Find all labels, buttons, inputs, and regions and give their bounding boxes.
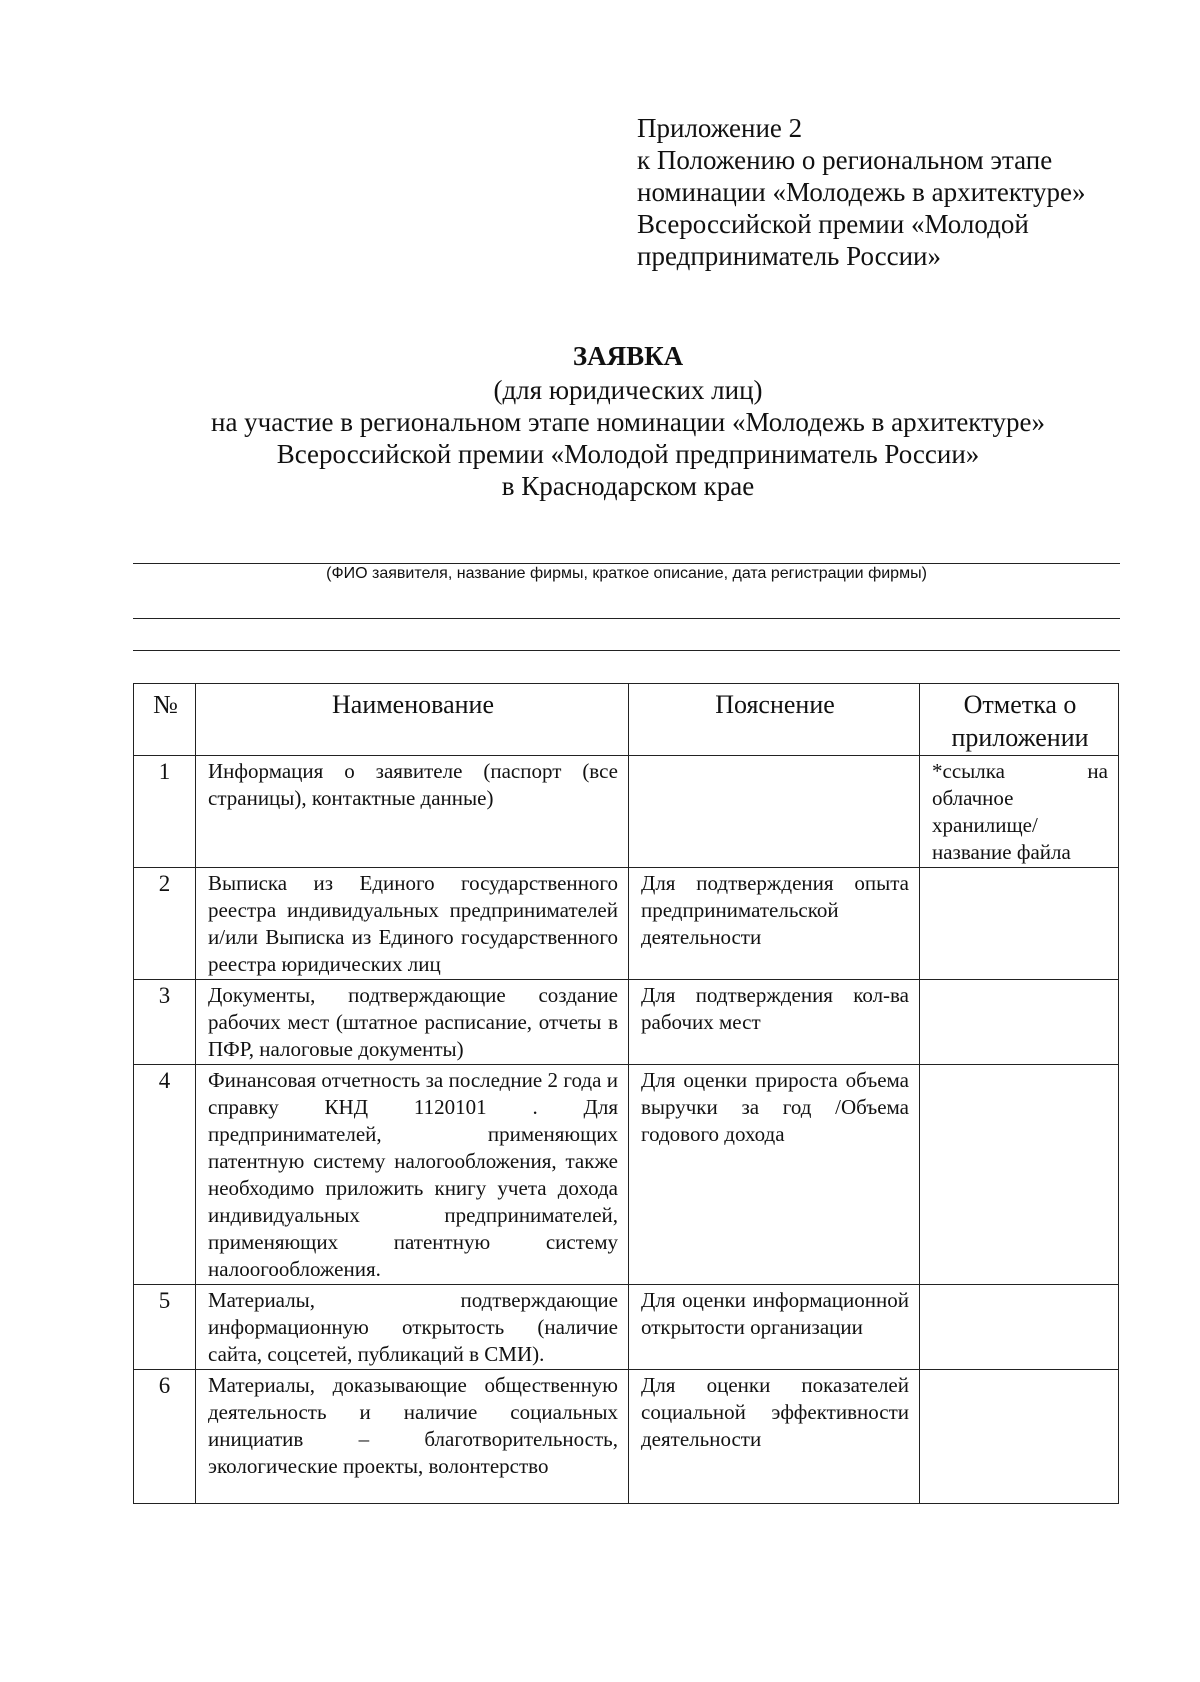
table-row [134,1370,1119,1504]
appendix-header [637,112,1157,272]
row-name: Выписка из Единого государственного реестра индивидуальных предпринимателей и/или Выписка из Единого государственного реестра юридических лиц [196,868,629,980]
row-note [629,756,920,868]
title-subline: в Краснодарском крае [501,471,755,501]
table-row [134,1285,1119,1370]
row-name: Финансовая отчетность за последние 2 года и справку КНД 1120101 . Для предпринимателей, применяющих патентную систему налогообложения, также необходимо приложить книгу учета дохода индивидуальных предпринимателей, применяющих патентную систему налоогообложения. [196,1065,629,1285]
row-note: Для оценки информационной открытости организации [629,1285,920,1370]
table-row [134,1065,1119,1285]
applicant-hint: (ФИО заявителя, название фирмы, краткое описание, дата регистрации фирмы) [326,565,927,582]
appendix-line: предприниматель России» [637,241,942,271]
header-number: № [134,684,196,756]
header-mark: Отметка о приложении [920,684,1119,756]
row-mark [920,1370,1119,1504]
row-number: 4 [134,1065,196,1285]
row-note: Для подтверждения опыта предпринимательской деятельности [629,868,920,980]
row-number: 3 [134,980,196,1065]
row-number: 6 [134,1370,196,1504]
title-block [0,340,1200,502]
requirements-table [133,683,1119,1504]
title-subline: на участие в региональном этапе номинации «Молодежь в архитектуре» [211,407,1045,437]
row-number: 1 [134,756,196,868]
appendix-line: Приложение 2 [637,113,803,143]
row-name: Материалы, подтверждающие информационную открытость (наличие сайта, соцсетей, публикаций в СМИ). [196,1285,629,1370]
row-number: 2 [134,868,196,980]
row-mark [920,868,1119,980]
header-note: Пояснение [629,684,920,756]
row-mark [920,1285,1119,1370]
applicant-line [133,650,1120,651]
table-row [134,756,1119,868]
row-note: Для подтверждения кол-ва рабочих мест [629,980,920,1065]
table-row [134,868,1119,980]
table-header-row [134,684,1119,756]
table-row [134,980,1119,1065]
row-name: Материалы, доказывающие общественную деятельность и наличие социальных инициатив – благотворительность, экологические проекты, волонтерство [196,1370,629,1504]
appendix-line: номинации «Молодежь в архитектуре» [637,177,1086,207]
appendix-line: Всероссийской премии «Молодой [637,209,1029,239]
row-number: 5 [134,1285,196,1370]
row-mark [920,980,1119,1065]
row-name: Документы, подтверждающие создание рабочих мест (штатное расписание, отчеты в ПФР, налоговые документы) [196,980,629,1065]
title-subline: Всероссийской премии «Молодой предприниматель России» [276,439,980,469]
title-subline: (для юридических лиц) [493,375,763,405]
appendix-line: к Положению о региональном этапе [637,145,1053,175]
document-title: ЗАЯВКА [572,341,684,371]
row-note: Для оценки показателей социальной эффективности деятельности [629,1370,920,1504]
row-mark: *ссылка на облачное хранилище/название файла [920,756,1119,868]
header-name: Наименование [196,684,629,756]
row-note: Для оценки прироста объема выручки за год /Объема годового дохода [629,1065,920,1285]
applicant-line [133,618,1120,619]
row-name: Информация о заявителе (паспорт (все страницы), контактные данные) [196,756,629,868]
applicant-line [133,563,1120,564]
row-mark [920,1065,1119,1285]
